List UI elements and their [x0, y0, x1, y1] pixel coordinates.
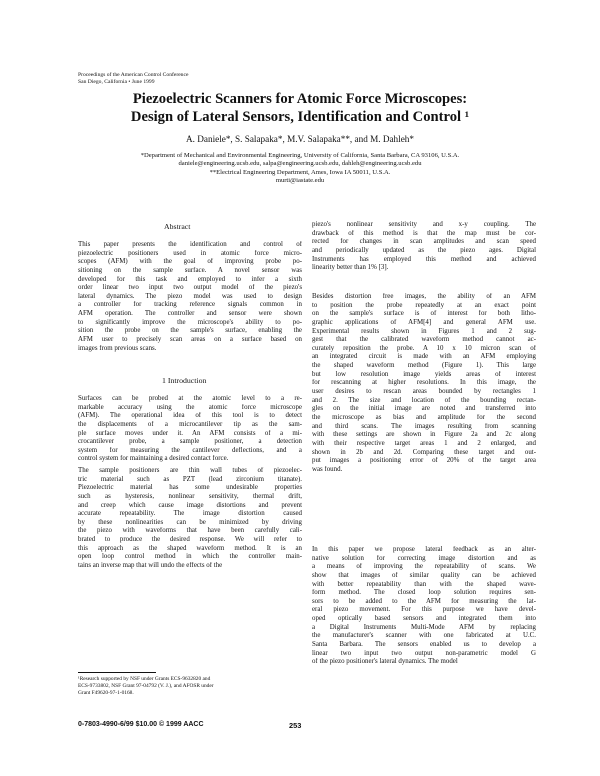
text-line: tains an inverse map that will undo the effects of the — [78, 562, 223, 570]
affiliation-line-1: *Department of Mechanical and Environmental Engineering, University of California, Santa Barbara, CA 93106, U.S.A. — [140, 152, 460, 159]
text-line: sors to be added to the AFM for measuring the lat- — [312, 597, 536, 605]
text-line: put images a positioning error of 20% of the target area — [312, 457, 536, 465]
right-paragraph-3 — [312, 546, 536, 667]
text-line: show that images of similar quality can be achieved — [312, 571, 536, 579]
text-line: a means of improving the repeatability of scans. We — [312, 563, 536, 571]
text-line: with these settings are shown in Figure 2a and 2c along — [312, 431, 536, 439]
text-line: user desires to rescan areas bounded by rectangles 1 — [312, 388, 536, 396]
affiliation-line-2: daniele@engineering.ucsb.edu, salpa@engineering.ucsb.edu, dahleh@engineering.ucsb.edu — [178, 160, 422, 168]
text-line: Surfaces can be probed at the atomic level to a re- — [78, 395, 302, 402]
text-line: AFM user to precisely scan areas on a surface based on — [78, 336, 302, 344]
text-line: markable accuracy using the atomic force microscope — [78, 403, 302, 411]
right-paragraph-2 — [312, 293, 536, 474]
text-line: the piezo with waveforms that have been carefully cali- — [78, 527, 302, 535]
text-line: Instruments has employed this method and achieved — [312, 255, 536, 263]
intro-paragraph-2 — [78, 467, 302, 571]
footnote-line-2: ECS-9733802, NSF Grant 97-04792 (V. J.), and AFOSR under — [78, 682, 214, 689]
abstract-body — [78, 241, 302, 353]
text-line: developed for this task and employed to infer a sixth — [78, 275, 302, 283]
text-line: the displacements of a microcantilever tip as the sam- — [78, 420, 302, 428]
affiliation-line-3: **Electrical Engineering Department, Ames, Iowa IA 50011, U.S.A. — [209, 168, 391, 176]
text-line: system for measuring the cantilever deflections, and a — [78, 446, 302, 454]
text-line: AFM operation. The controller and sensor were shown — [78, 310, 302, 318]
text-line: Santa Barbara. The sensors enabled us to develop a — [312, 641, 536, 649]
text-line: gest that the calibrated waveform method cannot ac- — [312, 336, 536, 344]
text-line: control system for maintaining a desired contact force. — [78, 455, 229, 463]
text-line: piezo's nonlinear sensitivity and x-y coupling. The — [312, 221, 536, 228]
text-line: order linear two input two output model of the piezo's — [78, 284, 302, 292]
text-line: such as hysteresis, nonlinear sensitivity, thermal drift, — [78, 492, 302, 500]
author-list: A. Daniele*, S. Salapaka*, M.V. Salapaka**, and M. Dahleh* — [186, 134, 414, 144]
text-line: linearity better than 1% [3]. — [312, 264, 389, 272]
text-line: the manufacturer's scanner with one fabricated at U.C. — [312, 632, 536, 640]
text-line: brated to produce the desired response. We will refer to — [78, 536, 302, 544]
text-line: accurate repeatability. The image distortion caused — [78, 510, 302, 518]
text-line: with better repeatability than with the shaped wave- — [312, 580, 536, 588]
title-line-2: Design of Lateral Sensors, Identification and Control ¹ — [130, 109, 470, 125]
introduction-heading: 1 Introduction — [162, 376, 207, 385]
abstract-heading: Abstract — [164, 222, 191, 231]
proceedings-line-1: Proceedings of the American Control Conference — [78, 72, 189, 78]
text-line: of the piezo positioner's lateral dynamics. The model — [312, 658, 458, 666]
text-line: a controller for tracking reference signals common in — [78, 301, 302, 309]
text-line: gles on the initial image are noted and transferred into — [312, 405, 536, 413]
text-line: crocantilever probe, a sample positioner, a detection — [78, 438, 302, 446]
text-line: drawback of this method is that the map must be cor- — [312, 229, 536, 237]
text-line: rected for changes in scan amplitudes and scan speed — [312, 238, 536, 246]
text-line: by these nonlinearities can be minimized by driving — [78, 518, 302, 526]
footnote-line-3: Grant F49620-97-1-0168. — [78, 689, 134, 696]
paper-title — [60, 90, 540, 126]
text-line: this approach as the shaped waveform method. It is an — [78, 544, 302, 552]
text-line: linear two input two output non-parametric model G — [312, 649, 536, 657]
text-line: the microscope as bias and amplitude for the second — [312, 413, 536, 421]
affiliations — [60, 152, 540, 186]
text-line: with their respective target areas 1 and 2 enlarged, and — [312, 439, 536, 447]
text-line: This paper presents the identification and control of — [78, 241, 302, 248]
text-line: but low resolution image yields areas of interest — [312, 370, 536, 378]
copyright-footer: 0-7803-4990-6/99 $10.00 © 1999 AACC — [78, 721, 204, 728]
text-line: curately reposition the probe. A 10 x 10 micron scan of — [312, 344, 536, 352]
text-line: to significantly improve the microscope's ability to po- — [78, 318, 302, 326]
text-line: for rescanning at higher resolutions. In this image, the — [312, 379, 536, 387]
text-line: Piezoelectric material has some undesirable properties — [78, 484, 302, 492]
footnote — [78, 676, 302, 696]
text-line: and 2. The size and location of the bounding rectan- — [312, 396, 536, 404]
text-line: sitioning on the sample surface. A novel sensor was — [78, 266, 302, 274]
proceedings-header — [78, 72, 188, 86]
text-line: native solution for correcting image distortion and as — [312, 554, 536, 562]
title-line-1: Piezoelectric Scanners for Atomic Force Microscopes: — [132, 91, 468, 107]
text-line: a Digital Instruments Multi-Mode AFM by replacing — [312, 623, 536, 631]
text-line: ple surface moves under it. An AFM consists of a mi- — [78, 429, 302, 437]
text-line: open loop control method in which the controller main- — [78, 553, 302, 561]
footnote-rule — [78, 672, 156, 673]
text-line: images from previous scans. — [78, 344, 157, 352]
text-line: form method. The closed loop solution requires sen- — [312, 589, 536, 597]
intro-paragraph-1 — [78, 395, 302, 464]
text-line: the shaped waveform method (Figure 1). This large — [312, 362, 536, 370]
text-line: eral piezo movement. For this purpose we have devel- — [312, 606, 536, 614]
text-line: and creep which cause image distortions and prevent — [78, 501, 302, 509]
text-line: (AFM). The operational idea of this tool is to detect — [78, 412, 302, 420]
text-line: tric material such as PZT (lead zirconium titanate). — [78, 475, 302, 483]
affiliation-line-4: murti@iastate.edu — [275, 177, 325, 185]
text-line: and third scans. The images resulting from scanning — [312, 422, 536, 430]
footnote-line-1: ¹Research supported by NSF under Grants ECS-9632820 and — [78, 676, 211, 682]
right-paragraph-1 — [312, 221, 536, 273]
text-line: shown in 2b and 2d. Comparing these target and out- — [312, 448, 536, 456]
proceedings-line-2: San Diego, California • June 1999 — [78, 79, 155, 85]
page-number: 253 — [289, 721, 302, 730]
text-line: an integrated circuit is made with an AFM employing — [312, 353, 536, 361]
text-line: on the sample's surface is of interest for both litho- — [312, 310, 536, 318]
text-line: lateral dynamics. The piezo model was used to design — [78, 292, 302, 300]
text-line: piezoelectric positioners used in atomic force micro- — [78, 249, 302, 257]
text-line: sition the probe on the sample's surface, enabling the — [78, 327, 302, 335]
text-line: graphic applications of AFM[4] and general AFM use. — [312, 318, 536, 326]
text-line: Besides distortion free images, the ability of an AFM — [312, 293, 536, 300]
text-line: oped optically based sensors and integrated them into — [312, 615, 536, 623]
text-line: was found. — [312, 465, 343, 473]
text-line: to position the probe repeatedly at an exact point — [312, 301, 536, 309]
text-line: In this paper we propose lateral feedback as an alter- — [312, 546, 536, 553]
text-line: Experimental results shown in Figures 1 and 2 sug- — [312, 327, 536, 335]
text-line: and periodically updated as the piezo ages. Digital — [312, 246, 536, 254]
text-line: The sample positioners are thin wall tubes of piezoelec- — [78, 467, 302, 474]
text-line: scopes (AFM) with the goal of improving probe po- — [78, 258, 302, 266]
